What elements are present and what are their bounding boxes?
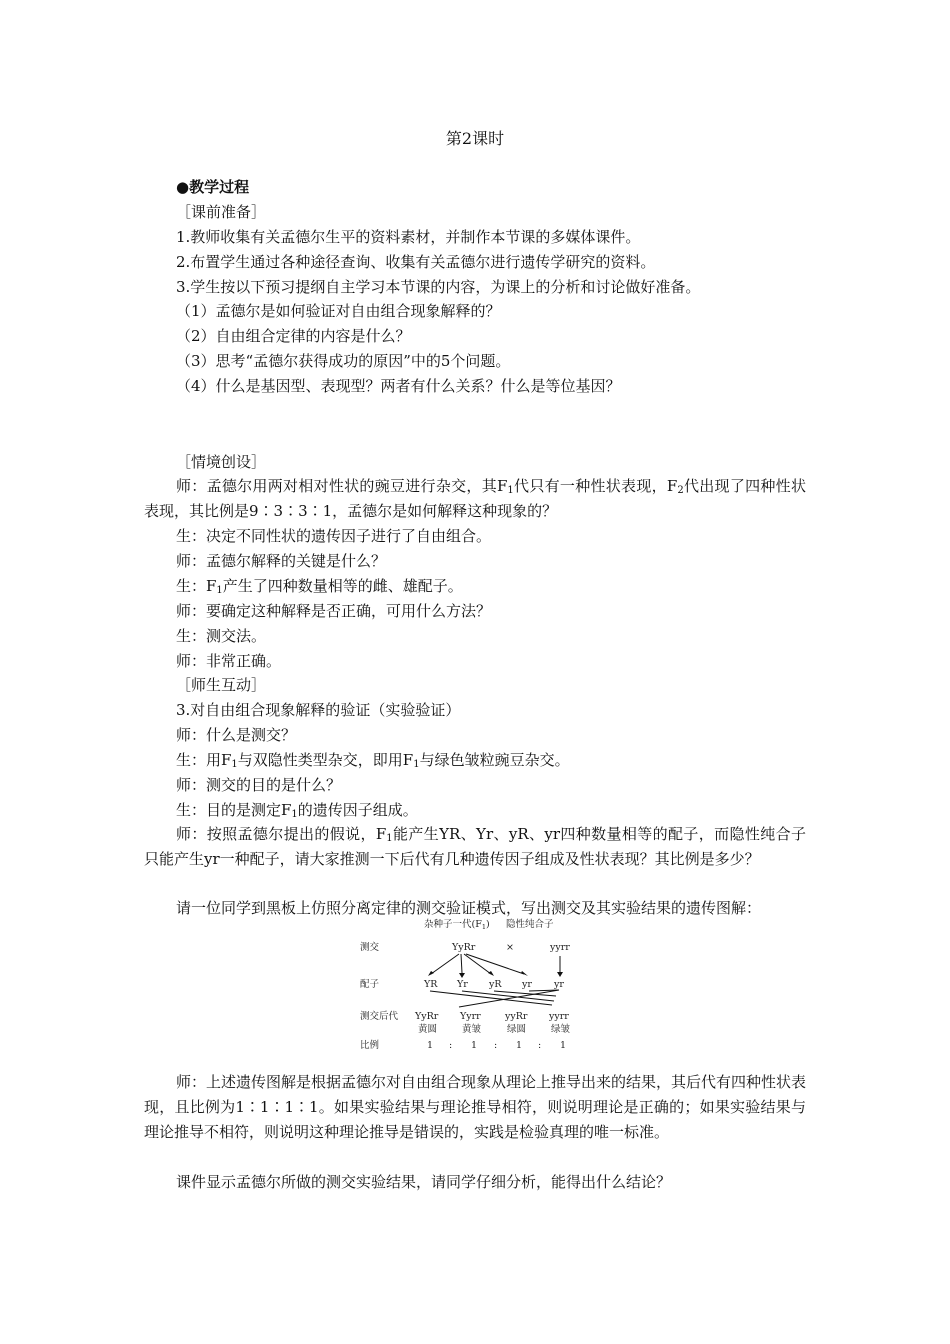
offspring-genotype: yyRr xyxy=(505,1011,528,1022)
dialogue-line: 师：孟德尔解释的关键是什么？ xyxy=(176,552,387,570)
prep-item: （4）什么是基因型、表现型？两者有什么关系？什么是等位基因？ xyxy=(176,377,621,395)
page-title: 第2课时 xyxy=(445,129,505,148)
ratio-separator: : xyxy=(538,1040,542,1051)
gamete: YR xyxy=(424,979,438,990)
offspring-phenotype: 绿皱 xyxy=(551,1024,571,1035)
row-label-testcross: 测交 xyxy=(360,942,380,953)
arrowhead xyxy=(557,972,563,977)
gamete: yr xyxy=(554,979,564,990)
ratio-value: 1 xyxy=(560,1040,567,1051)
offspring-genotype: Yyrr xyxy=(460,1011,481,1022)
gamete: yR xyxy=(489,979,502,990)
offspring-genotype: yyrr xyxy=(549,1011,569,1022)
row-label-gametes: 配子 xyxy=(360,979,380,990)
interaction-label: ［师生互动］ xyxy=(176,676,267,694)
subsection-heading: 3.对自由组合现象解释的验证（实验验证） xyxy=(176,701,461,719)
prep-item: （1）孟德尔是如何验证对自由组合现象解释的？ xyxy=(176,302,501,320)
dialogue-line: 生：决定不同性状的遗传因子进行了自由组合。 xyxy=(176,527,492,545)
scenario-paragraph: 师：孟德尔用两对相对性状的豌豆进行杂交，其$F_1$代只有一种性状表现，$F_2$代出现了四种性状表现，其比例是9∶3∶3∶1，孟德尔是如何解释这种现象的？ xyxy=(144,477,806,520)
dialogue-line: 师：什么是测交？ xyxy=(176,726,297,744)
dialogue-line: 生：$F_1$产生了四种数量相等的雌、雄配子。 xyxy=(176,577,463,596)
prep-item: （2）自由组合定律的内容是什么？ xyxy=(176,327,411,345)
dialogue-line: 师：测交的目的是什么？ xyxy=(176,776,342,794)
dialogue-line: 师：非常正确。 xyxy=(176,652,282,670)
row-label-ratio: 比例 xyxy=(360,1040,380,1051)
ratio-separator: : xyxy=(494,1040,498,1051)
arrowhead xyxy=(459,973,465,978)
offspring-genotype: YyRr xyxy=(415,1011,439,1022)
arrow-line xyxy=(466,954,524,974)
cross-symbol: × xyxy=(506,942,514,953)
arrowhead xyxy=(428,971,434,976)
offspring-phenotype: 黄圆 xyxy=(418,1024,438,1035)
offspring-phenotype: 黄皱 xyxy=(462,1024,482,1035)
prep-item: 1.教师收集有关孟德尔生平的资料素材，并制作本节课的多媒体课件。 xyxy=(176,228,641,246)
dialogue-line: 生：用$F_1$与双隐性类型杂交，即用$F_1$与绿色皱粒豌豆杂交。 xyxy=(176,751,570,770)
parent-recessive: yyrr xyxy=(550,942,570,953)
genetic-cross-diagram xyxy=(354,916,594,1056)
teacher-paragraph: 师：按照孟德尔提出的假说，$F_1$能产生YR、Yr、yR、yr四种数量相等的配子，而隐性纯合子只能产生yr一种配子，请大家推测一下后代有几种遗传因子组成及性状表现？其比例是多少？ xyxy=(144,825,806,868)
arrow-line xyxy=(461,954,462,973)
dialogue-line: 生：测交法。 xyxy=(176,627,267,645)
section-heading: ●教学过程 xyxy=(176,178,250,196)
scenario-label: ［情境创设］ xyxy=(176,453,267,471)
arrow-line xyxy=(431,954,459,974)
prep-item: 2.布置学生通过各种途径查询、收集有关孟德尔进行遗传学研究的资料。 xyxy=(176,253,656,271)
offspring-phenotype: 绿圆 xyxy=(507,1024,527,1035)
diagram-header-left: 杂种子一代$(F_1)$ xyxy=(424,919,490,931)
dialogue-line: 生：目的是测定$F_1$的遗传因子组成。 xyxy=(176,801,418,820)
arrowhead xyxy=(488,971,494,976)
diagram-header-right: 隐性纯合子 xyxy=(506,919,554,930)
prep-item: （3）思考“孟德尔获得成功的原因”中的5个问题。 xyxy=(176,352,511,370)
parent-f1: YyRr xyxy=(452,942,476,953)
ratio-separator: : xyxy=(449,1040,453,1051)
ratio-value: 1 xyxy=(471,1040,478,1051)
teacher-paragraph: 师：上述遗传图解是根据孟德尔对自由组合现象从理论上推导出来的结果，其后代有四种性状表现，且比例为1∶1∶1∶1。如果实验结果与理论推导相符，则说明理论是正确的；如果实验结果与理论推导不相符，则说明这种理论推导是错误的，实践是检验真理的唯一标准。 xyxy=(144,1073,807,1141)
arrow-line xyxy=(464,954,491,974)
instruction-paragraph: 请一位同学到黑板上仿照分离定律的测交验证模式，写出测交及其实验结果的遗传图解： xyxy=(176,899,762,917)
gamete: Yr xyxy=(457,979,468,990)
closing-line: 课件显示孟德尔所做的测交实验结果，请同学仔细分析，能得出什么结论？ xyxy=(176,1173,672,1191)
combination-line xyxy=(430,991,552,1005)
dialogue-line: 师：要确定这种解释是否正确，可用什么方法？ xyxy=(176,602,492,620)
ratio-value: 1 xyxy=(427,1040,434,1051)
row-label-offspring: 测交后代 xyxy=(360,1011,399,1022)
gamete: yr xyxy=(522,979,532,990)
prep-label: ［课前准备］ xyxy=(176,203,267,221)
prep-item: 3.学生按以下预习提纲自主学习本节课的内容，为课上的分析和讨论做好准备。 xyxy=(176,278,701,296)
ratio-value: 1 xyxy=(516,1040,523,1051)
